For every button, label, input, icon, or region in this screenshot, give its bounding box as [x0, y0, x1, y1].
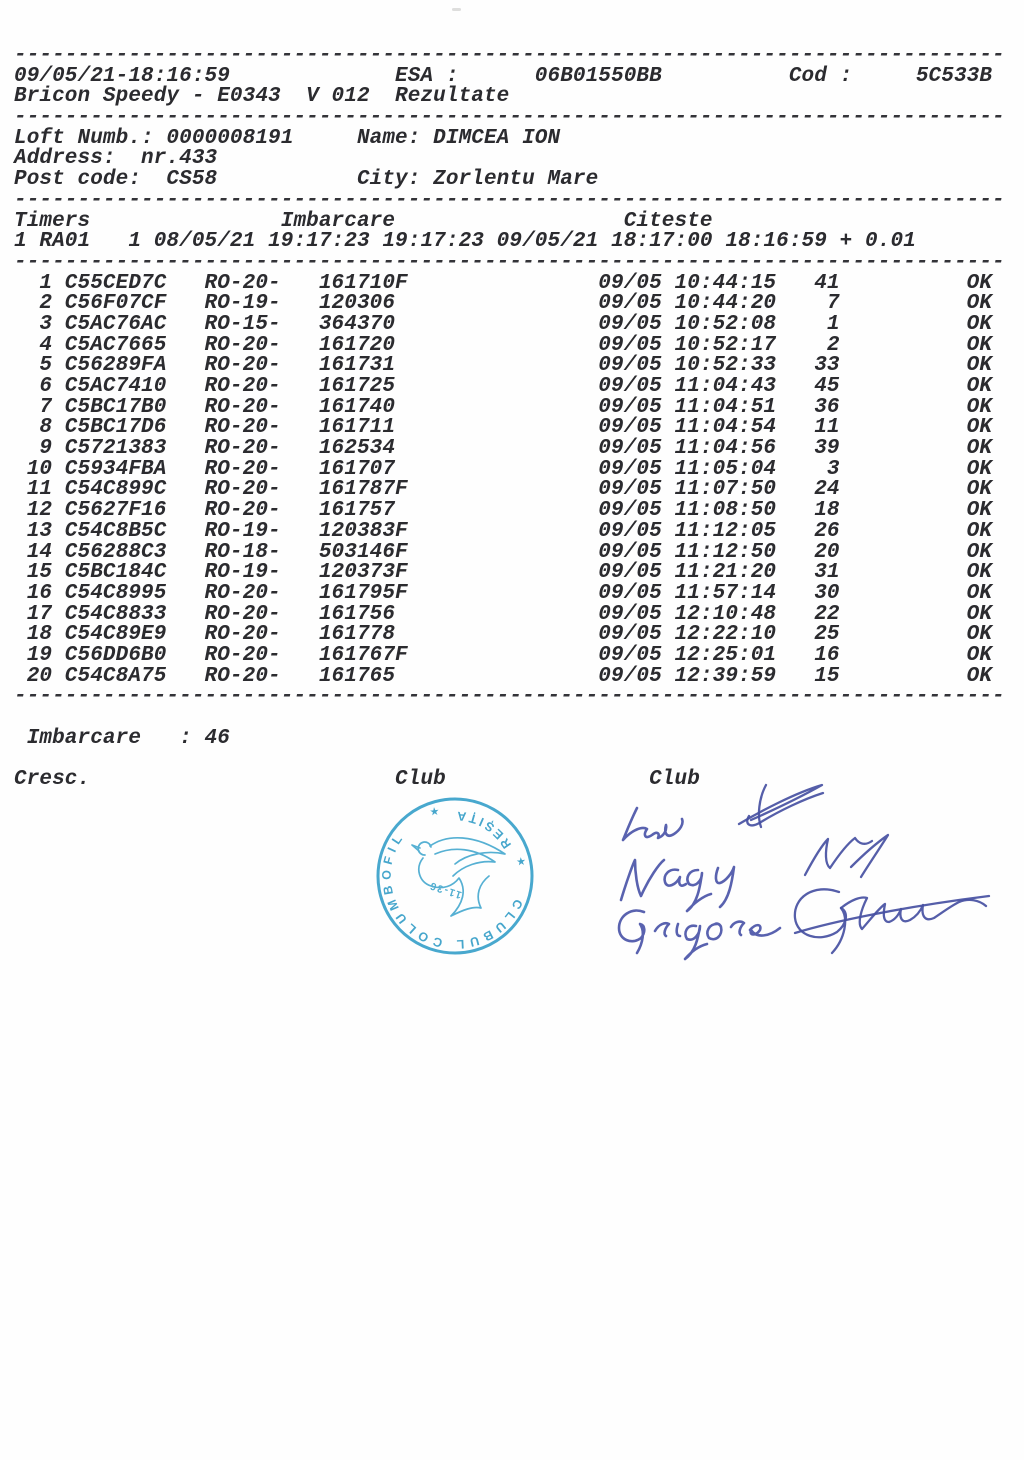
result-row: 6 C5AC7410 RO-20- 161725 09/05 11:04:43 45 OK [14, 375, 993, 398]
timers-row: 1 RA01 1 08/05/21 19:17:23 19:17:23 09/05/21 18:17:00 18:16:59 + 0.01 [14, 230, 916, 254]
result-row: 18 C54C89E9 RO-20- 161778 09/05 12:22:10 25 OK [14, 623, 993, 647]
owner-loft-line: Loft Numb.: 0000008191 Name: DIMCEA ION [14, 126, 561, 150]
blank-line [14, 749, 1005, 770]
owner-city-line: Post code: CS58 City: Zorlentu Mare [14, 168, 599, 192]
signature-nagy-handwriting [621, 860, 734, 911]
result-row: 7 C5BC17B0 RO-20- 161740 09/05 11:04:51 36 OK [14, 395, 993, 419]
stamp-ring-text-top: CLUBUL COLUMBOFIL [379, 828, 526, 952]
result-row: 3 C5AC76AC RO-15- 364370 09/05 10:52:08 1 OK [14, 312, 993, 336]
scan-artifact [452, 8, 461, 11]
footer-labels-line: Cresc. Club Club [14, 768, 700, 792]
result-row: 2 C56F07CF RO-19- 120306 09/05 10:44:20 7 OK [14, 292, 993, 316]
stamp-star-right-icon: ★ [426, 803, 442, 820]
divider: ------------------------------------------------------------------------------ [14, 106, 1005, 130]
result-row: 19 C56DD6B0 RO-20- 161767F 09/05 12:25:01 16 OK [14, 643, 993, 667]
result-row: 17 C54C8833 RO-20- 161756 09/05 12:10:48 22 OK [14, 602, 993, 626]
result-row: 12 C5627F16 RO-20- 161757 09/05 11:08:50 18 OK [14, 499, 993, 523]
club-stamp [371, 792, 539, 960]
signature-block [598, 772, 1024, 987]
result-row: 15 C5BC184C RO-19- 120373F 09/05 11:21:20 31 OK [14, 561, 993, 585]
owner-address-line: Address: nr.433 [14, 147, 218, 171]
result-row: 9 C5721383 RO-20- 162534 09/05 11:04:56 39 OK [14, 437, 993, 461]
signature-grigore-paraph [795, 889, 989, 953]
header-line-2: Bricon Speedy - E0343 V 012 Rezultate [14, 85, 510, 109]
result-row: 8 C5BC17D6 RO-20- 161711 09/05 11:04:54 11 OK [14, 416, 993, 440]
imbarcare-total-line: Imbarcare : 46 [14, 726, 230, 750]
divider: ------------------------------------------------------------------------------ [14, 44, 1005, 67]
timers-header: Timers Imbarcare Citeste [14, 209, 713, 233]
result-row: 16 C54C8995 RO-20- 161795F 09/05 11:57:14 30 OK [14, 581, 993, 605]
stamp-rotated-group [371, 792, 539, 960]
divider: ------------------------------------------------------------------------------ [14, 188, 1005, 212]
stamp-star-left-icon: ★ [513, 853, 529, 870]
header-line-1: 09/05/21-18:16:59 ESA : 06B01550BB Cod : 5C533B [14, 64, 993, 88]
result-row: 13 C54C8B5C RO-19- 120383F 09/05 11:12:05 26 OK [14, 519, 993, 543]
result-row: 10 C5934FBA RO-20- 161707 09/05 11:05:04 3 OK [14, 457, 993, 481]
result-row: 14 C56288C3 RO-18- 503146F 09/05 11:12:50 20 OK [14, 540, 993, 564]
result-row: 20 C54C8A75 RO-20- 161765 09/05 12:39:59 15 OK [14, 664, 993, 688]
divider: ------------------------------------------------------------------------------ [14, 685, 1005, 709]
dove-icon [412, 838, 505, 916]
printout-text [14, 46, 1005, 791]
signature-nagy-paraph [805, 835, 888, 877]
result-row: 5 C56289FA RO-20- 161731 09/05 10:52:33 33 OK [14, 354, 993, 378]
result-row: 1 C55CED7C RO-20- 161710F 09/05 10:44:15 41 OK [14, 271, 993, 295]
result-row: 4 C5AC7665 RO-20- 161720 09/05 10:52:17 2 OK [14, 333, 993, 357]
divider: ------------------------------------------------------------------------------ [14, 250, 1005, 274]
result-row: 11 C54C899C RO-20- 161787F 09/05 11:07:50 24 OK [14, 478, 993, 502]
signature-leu-paraph [739, 785, 823, 827]
stamp-code: 11-36 [427, 879, 464, 901]
signature-grigore-handwriting [619, 911, 780, 959]
blank-line [14, 708, 1005, 729]
stamp-ring-text-bottom: REȘIȚA [452, 808, 515, 852]
signature-leu-handwriting [623, 808, 683, 840]
